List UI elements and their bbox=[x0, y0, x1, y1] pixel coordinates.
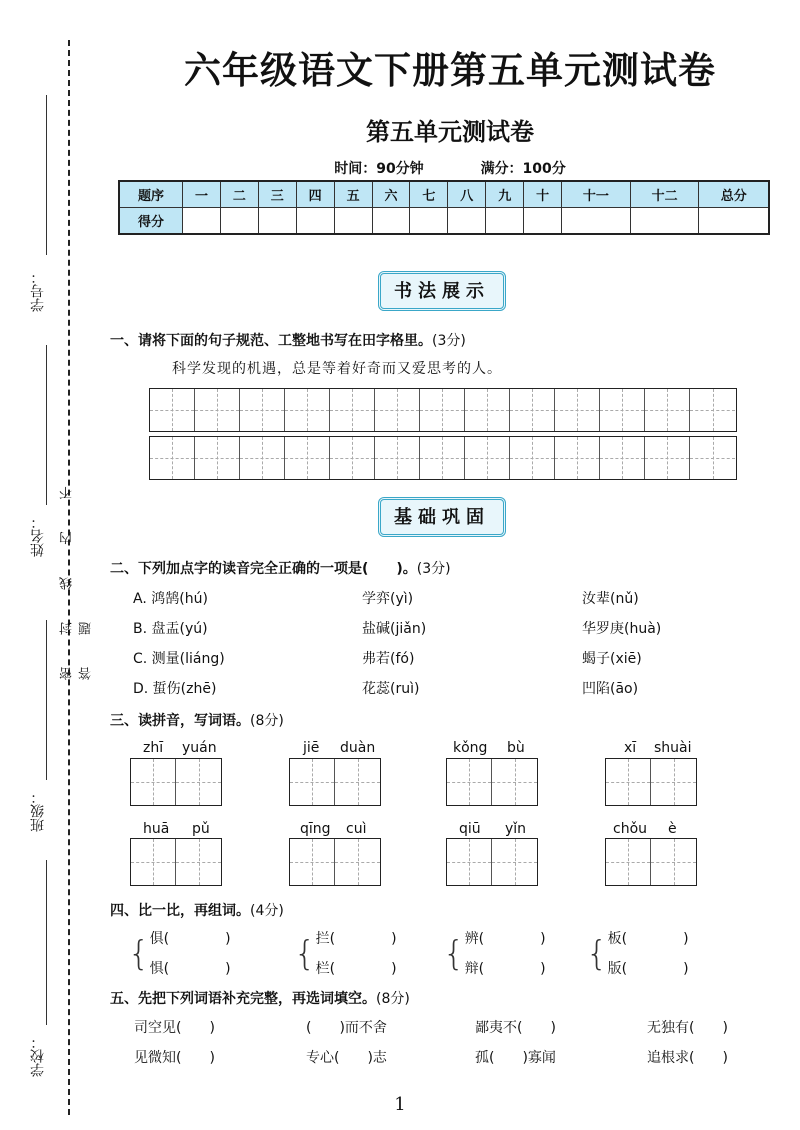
section-badge-basics: 基础巩固 bbox=[378, 497, 506, 537]
q2-option-c-1[interactable]: C. 测量(liáng) bbox=[133, 651, 225, 667]
q3-answer-grid-2[interactable] bbox=[289, 758, 381, 806]
brace-icon: { bbox=[128, 934, 150, 974]
score-table-header-label: 题序 bbox=[119, 181, 183, 208]
q2-option-b-2: 盐碱(jiǎn) bbox=[362, 621, 427, 637]
q2-option-c-3: 蝎子(xiē) bbox=[582, 651, 642, 667]
score-cell[interactable] bbox=[448, 208, 486, 235]
school-line[interactable] bbox=[46, 860, 47, 1025]
q2-option-c-2: 弗若(fó) bbox=[362, 651, 415, 667]
q5-blank-8[interactable]: 追根求( ) bbox=[647, 1050, 728, 1066]
score-col: 二 bbox=[220, 181, 258, 208]
q3-pinyin-7b: yǐn bbox=[505, 821, 527, 837]
q4-pair-4-top[interactable]: 板( ) bbox=[607, 931, 689, 947]
q5-blank-1[interactable]: 司空见( ) bbox=[134, 1020, 215, 1036]
q4-pair-1-bottom[interactable]: 惧( ) bbox=[149, 961, 231, 977]
q5-prompt-text: 五、先把下列词语补充完整，再选词填空。 bbox=[110, 991, 376, 1007]
q2-prompt bbox=[110, 558, 451, 578]
q3-pinyin-8b: è bbox=[668, 821, 677, 837]
q1-prompt bbox=[110, 330, 466, 350]
q3-answer-grid-3[interactable] bbox=[446, 758, 538, 806]
score-cell[interactable] bbox=[220, 208, 258, 235]
q5-blank-4[interactable]: 无独有( ) bbox=[647, 1020, 728, 1036]
name-line[interactable] bbox=[46, 345, 47, 505]
q2-score: (3分) bbox=[416, 561, 451, 577]
q4-pair-1 bbox=[128, 924, 231, 984]
q3-pinyin-3a: kǒng bbox=[453, 740, 488, 756]
q3-pinyin-1a: zhī bbox=[143, 740, 164, 756]
score-cell[interactable] bbox=[296, 208, 334, 235]
q4-pair-2-bottom[interactable]: 栏( ) bbox=[315, 961, 397, 977]
q4-pair-3-bottom[interactable]: 辩( ) bbox=[464, 961, 546, 977]
q3-score: (8分) bbox=[250, 713, 284, 729]
q4-pair-3 bbox=[443, 924, 546, 984]
q1-prompt-text: 一、请将下面的句子规范、工整地书写在田字格里。 bbox=[110, 333, 432, 349]
score-table-header-row bbox=[119, 181, 769, 208]
q3-pinyin-5a: huā bbox=[143, 821, 170, 837]
score-col: 四 bbox=[296, 181, 334, 208]
q5-blank-6[interactable]: 专心( )志 bbox=[306, 1050, 387, 1066]
q3-answer-grid-7[interactable] bbox=[446, 838, 538, 886]
student-id-line[interactable] bbox=[46, 95, 47, 255]
score-cell[interactable] bbox=[699, 208, 769, 235]
q3-pinyin-3b: bù bbox=[507, 740, 525, 756]
q3-pinyin-8a: chǒu bbox=[613, 821, 648, 837]
q3-prompt-text: 三、读拼音，写词语。 bbox=[110, 713, 250, 729]
q5-blank-5[interactable]: 见微知( ) bbox=[134, 1050, 215, 1066]
q2-option-b-1[interactable]: B. 盘盂(yú) bbox=[133, 621, 208, 637]
q1-sentence: 科学发现的机遇，总是等着好奇而又爱思考的人。 bbox=[172, 361, 502, 377]
score-table bbox=[118, 180, 770, 235]
score-col: 一 bbox=[183, 181, 221, 208]
student-id-label: 学号： bbox=[30, 270, 46, 312]
q4-pair-2 bbox=[294, 924, 397, 984]
q4-score: (4分) bbox=[250, 903, 284, 919]
school-label: 学校： bbox=[30, 1035, 46, 1077]
score-cell[interactable] bbox=[524, 208, 562, 235]
q5-score: (8分) bbox=[376, 991, 410, 1007]
score-col: 五 bbox=[334, 181, 372, 208]
score-cell[interactable] bbox=[372, 208, 410, 235]
score-cell[interactable] bbox=[183, 208, 221, 235]
q4-pair-4-bottom[interactable]: 版( ) bbox=[607, 961, 689, 977]
q2-option-d-3: 凹陷(āo) bbox=[582, 681, 639, 697]
q4-pair-4 bbox=[586, 924, 689, 984]
q3-pinyin-2b: duàn bbox=[340, 740, 376, 756]
class-line[interactable] bbox=[46, 620, 47, 780]
q5-blank-2[interactable]: ( )而不舍 bbox=[306, 1020, 387, 1036]
q3-pinyin-4a: xī bbox=[624, 740, 637, 756]
q2-option-d-2: 花蕊(ruì) bbox=[362, 681, 420, 697]
score-col: 六 bbox=[372, 181, 410, 208]
score-cell[interactable] bbox=[486, 208, 524, 235]
q3-pinyin-7a: qiū bbox=[459, 821, 481, 837]
q3-answer-grid-8[interactable] bbox=[605, 838, 697, 886]
q3-prompt bbox=[110, 710, 284, 730]
q2-option-a-3: 汝辈(nǔ) bbox=[582, 591, 639, 607]
writing-grid-row-1[interactable] bbox=[149, 388, 737, 432]
q3-pinyin-1b: yuán bbox=[182, 740, 217, 756]
brace-icon: { bbox=[294, 934, 316, 974]
q2-option-a-2: 学弈(yì) bbox=[362, 591, 414, 607]
q4-prompt-text: 四、比一比，再组词。 bbox=[110, 903, 250, 919]
score-col: 十 bbox=[524, 181, 562, 208]
q2-option-b-3: 华罗庚(huà) bbox=[582, 621, 662, 637]
exam-info bbox=[100, 158, 800, 178]
score-col: 七 bbox=[410, 181, 448, 208]
full-score-label: 满分：100分 bbox=[480, 161, 566, 177]
brace-icon: { bbox=[586, 934, 608, 974]
page-title: 六年级语文下册第五单元测试卷 bbox=[184, 49, 716, 92]
q3-answer-grid-1[interactable] bbox=[130, 758, 222, 806]
q3-pinyin-6b: cuì bbox=[346, 821, 367, 837]
score-col: 总分 bbox=[699, 181, 769, 208]
score-col: 九 bbox=[486, 181, 524, 208]
score-row-label: 得分 bbox=[119, 208, 183, 235]
score-col: 十二 bbox=[630, 181, 699, 208]
name-label: 姓名： bbox=[30, 515, 46, 557]
q4-pair-2-top[interactable]: 拦( ) bbox=[315, 931, 397, 947]
q3-pinyin-2a: jiē bbox=[303, 740, 320, 756]
q4-pair-3-top[interactable]: 辨( ) bbox=[464, 931, 546, 947]
seal-notice: 密 封 线 内 不 答 题 bbox=[60, 472, 94, 680]
score-cell[interactable] bbox=[410, 208, 448, 235]
score-cell[interactable] bbox=[334, 208, 372, 235]
q3-pinyin-6a: qīng bbox=[300, 821, 331, 837]
writing-grid-row-2[interactable] bbox=[149, 436, 737, 480]
q5-blank-3[interactable]: 鄙夷不( ) bbox=[475, 1020, 556, 1036]
q5-prompt bbox=[110, 988, 410, 1008]
score-col: 三 bbox=[258, 181, 296, 208]
q3-pinyin-4b: shuài bbox=[654, 740, 692, 756]
q4-pair-1-top[interactable]: 俱( ) bbox=[149, 931, 231, 947]
q3-pinyin-5b: pǔ bbox=[192, 821, 210, 837]
score-cell[interactable] bbox=[630, 208, 699, 235]
score-col: 十一 bbox=[562, 181, 631, 208]
section-badge-calligraphy: 书法展示 bbox=[378, 271, 506, 311]
time-label: 时间：90分钟 bbox=[334, 161, 424, 177]
q2-option-a-1[interactable]: A. 鸿鹄(hú) bbox=[133, 591, 208, 607]
q3-answer-grid-4[interactable] bbox=[605, 758, 697, 806]
q5-blank-7[interactable]: 孤( )寡闻 bbox=[475, 1050, 556, 1066]
q4-prompt bbox=[110, 900, 284, 920]
q2-prompt-text: 二、下列加点字的读音完全正确的一项是( )。 bbox=[110, 561, 417, 577]
page-subtitle: 第五单元测试卷 bbox=[366, 118, 534, 146]
page-number: 1 bbox=[394, 1094, 406, 1115]
q2-option-d-1[interactable]: D. 蜇伤(zhē) bbox=[133, 681, 217, 697]
q3-answer-grid-6[interactable] bbox=[289, 838, 381, 886]
score-table-score-row bbox=[119, 208, 769, 235]
brace-icon: { bbox=[443, 934, 465, 974]
q1-score: (3分) bbox=[432, 333, 466, 349]
score-col: 八 bbox=[448, 181, 486, 208]
q3-answer-grid-5[interactable] bbox=[130, 838, 222, 886]
class-label: 班级： bbox=[30, 790, 46, 832]
score-cell[interactable] bbox=[258, 208, 296, 235]
score-cell[interactable] bbox=[562, 208, 631, 235]
